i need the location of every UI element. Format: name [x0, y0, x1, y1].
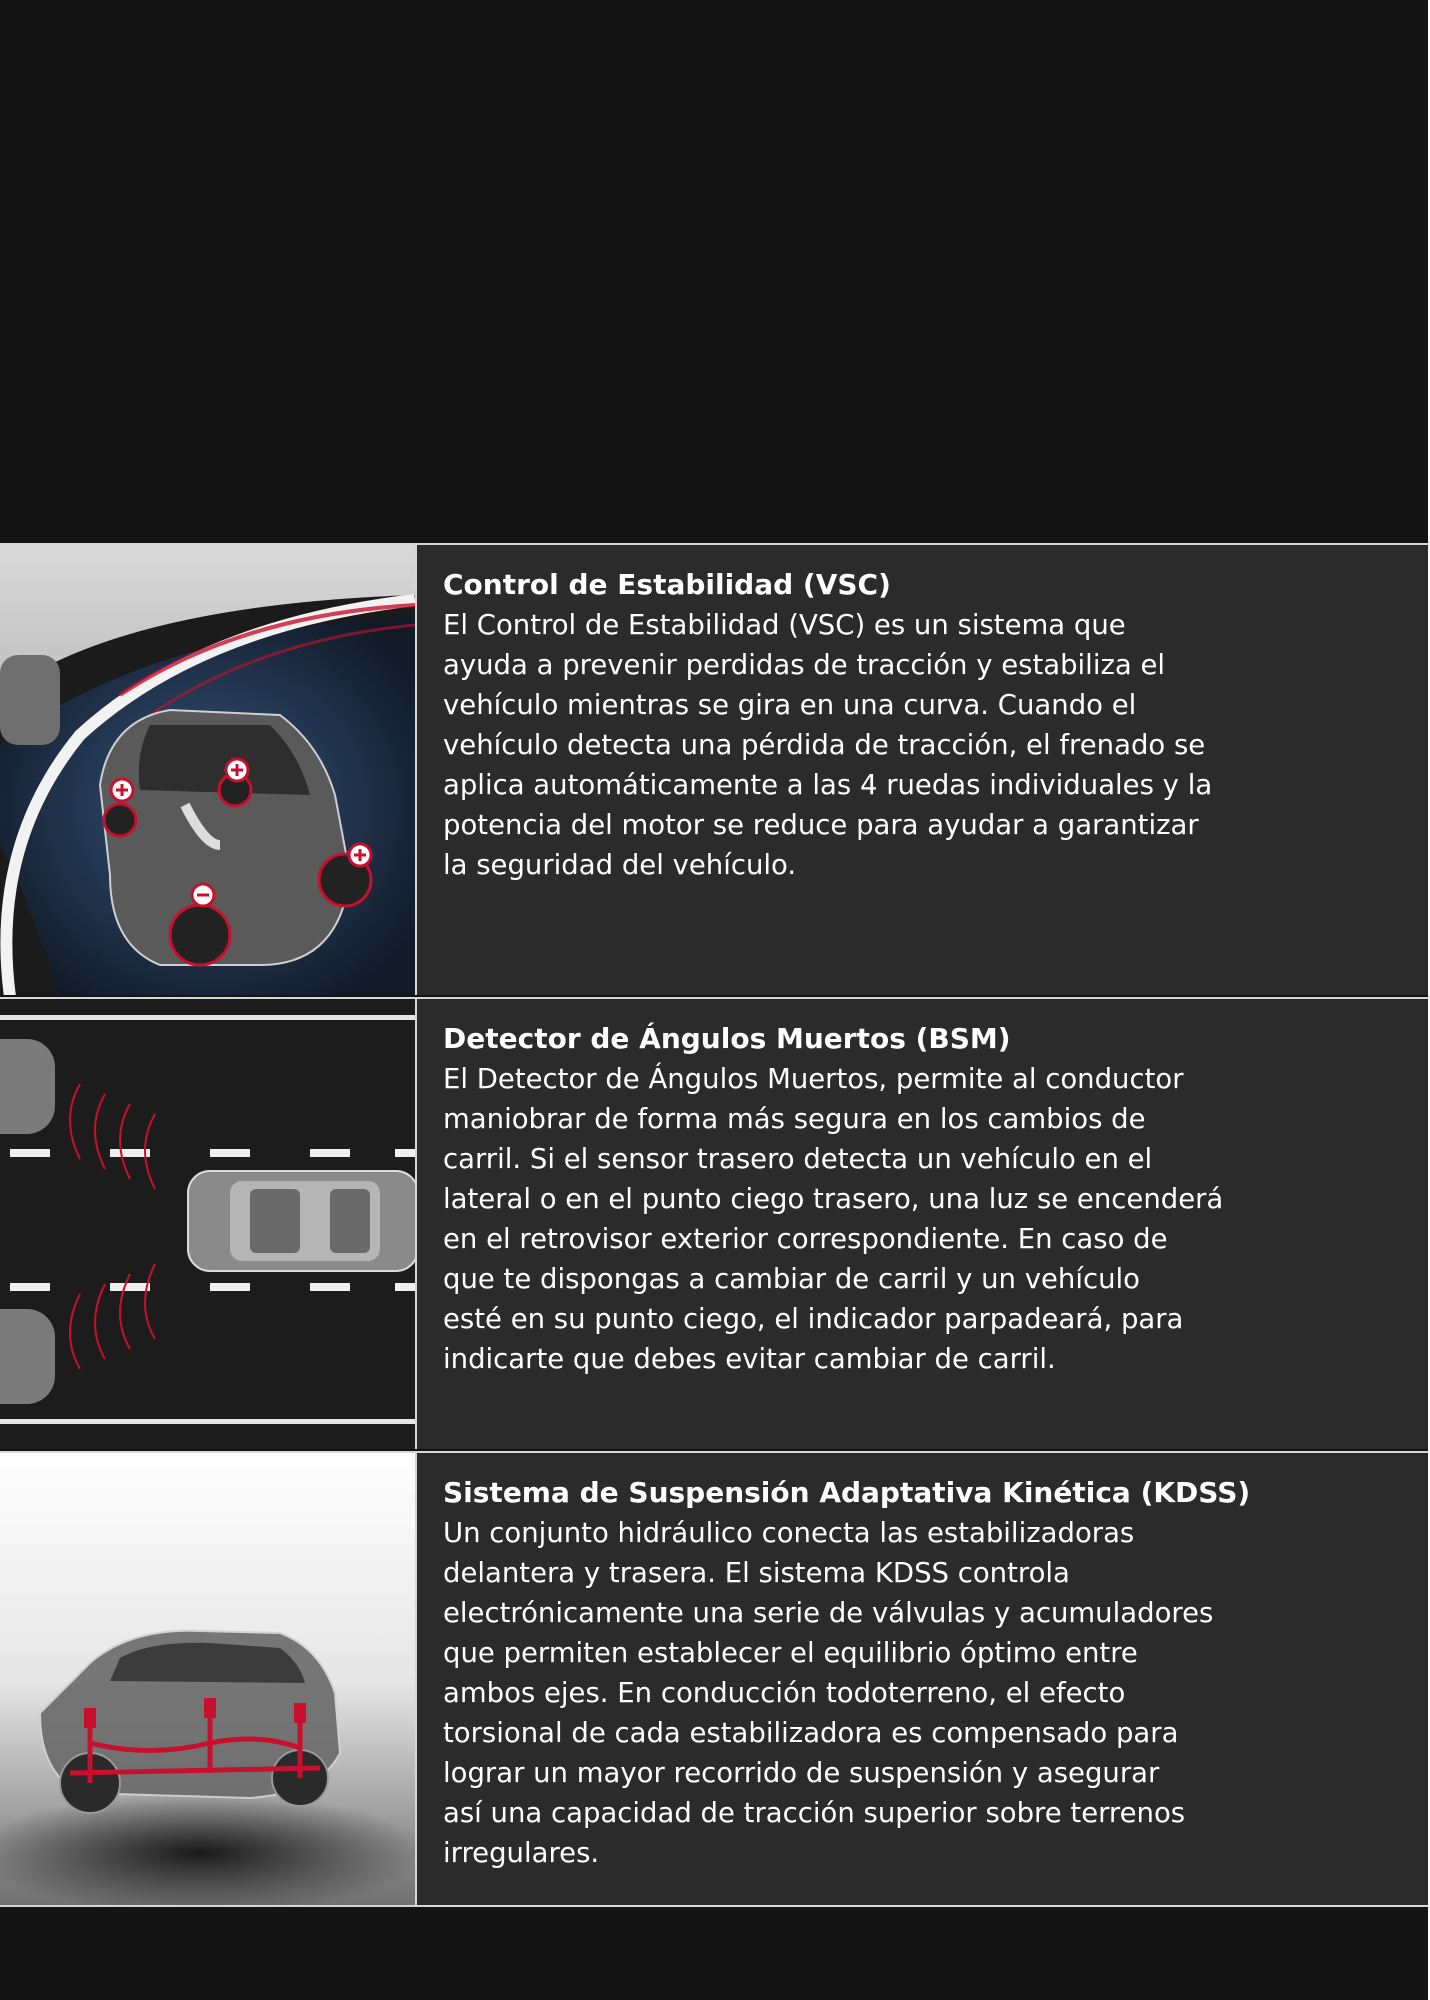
vsc-title: Control de Estabilidad (VSC)	[443, 568, 891, 601]
bsm-text-panel	[417, 999, 1428, 1449]
bsm-description: El Detector de Ángulos Muertos, permite al conductor maniobrar de forma más segura en los cambios de carril. Si el sensor trasero detecta un vehículo en el lateral o en el punto ciego trasero, una luz se encenderá en el retrovisor exterior correspondiente. En caso de que te dispongas a cambiar de carril y un vehículo esté en su punto ciego, el indicador parpadeará, para indicarte que debes evitar cambiar de carril.	[443, 1063, 1224, 1375]
vsc-illustration	[0, 545, 415, 995]
feature-kdss	[0, 1451, 1428, 1907]
kdss-description: Un conjunto hidráulico conecta las estabilizadoras delantera y trasera. El sistema KDSS controla electrónicamente una serie de válvulas y acumuladores que permiten establecer el equilibrio óptimo entre ambos ejes. En conducción todoterreno, el efecto torsional de cada estabilizadora es compensado para lograr un mayor recorrido de suspensión y asegurar así una capacidad de tracción superior sobre terrenos irregulares.	[443, 1517, 1214, 1869]
kdss-title: Sistema de Suspensión Adaptativa Kinética (KDSS)	[443, 1476, 1251, 1509]
vsc-text-panel	[417, 545, 1428, 995]
kdss-illustration	[0, 1453, 415, 1905]
vsc-description: El Control de Estabilidad (VSC) es un sistema que ayuda a prevenir perdidas de tracción y estabiliza el vehículo mientras se gira en una curva. Cuando el vehículo detecta una pérdida de tracción, el frenado se aplica automáticamente a las 4 ruedas individuales y la potencia del motor se reduce para ayudar a garantizar la seguridad del vehículo.	[443, 609, 1213, 881]
feature-vsc	[0, 543, 1428, 995]
feature-bsm	[0, 997, 1428, 1449]
bsm-illustration	[0, 999, 415, 1449]
bsm-title: Detector de Ángulos Muertos (BSM)	[443, 1022, 1011, 1055]
car-top-view	[188, 1171, 415, 1271]
kdss-text-panel	[417, 1453, 1428, 1905]
